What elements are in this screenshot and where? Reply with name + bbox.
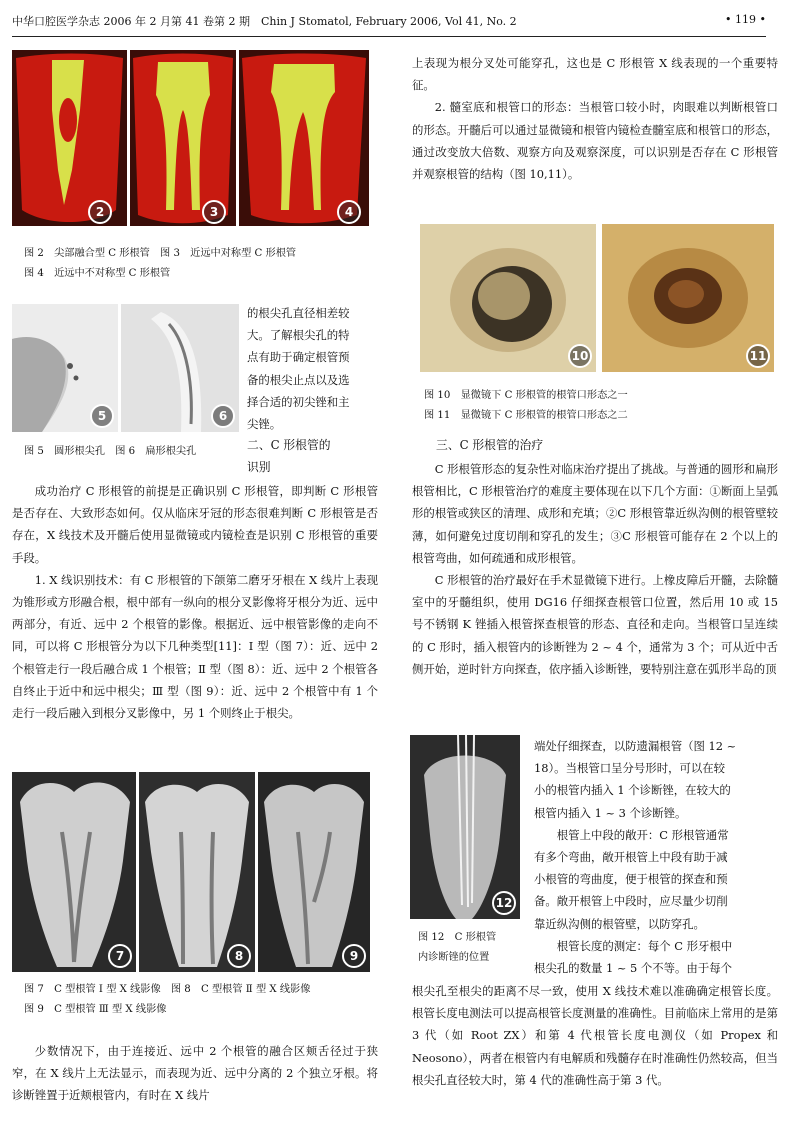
wrap-line: 择合适的初尖锉和主 xyxy=(247,394,350,409)
figure-5-micrograph xyxy=(12,304,118,432)
section-2-heading-line1: 二、C 形根管的 xyxy=(247,438,331,452)
right-body-lower xyxy=(412,980,778,1091)
figure-3-label: 3 xyxy=(202,200,226,224)
figure-9-label: 9 xyxy=(342,944,366,968)
wrap-text-fig12 xyxy=(534,735,774,979)
wrap-line: 根管内插入 1 ~ 3 个诊断锉。 xyxy=(534,805,687,820)
figure-10-label: 10 xyxy=(568,344,592,368)
caption-figure-12-line1: 图 12 C 形根管 xyxy=(418,932,497,943)
page-number: • 119 • xyxy=(725,13,766,26)
caption-figure-10: 图 10 显微镜下 C 形根管的根管口形态之一 xyxy=(424,390,628,401)
wrap-line: 小根管的弯曲度，便于根管的探查和预 xyxy=(534,872,728,887)
section-3-heading: 三、C 形根管的治疗 xyxy=(436,438,544,452)
right-body-upper xyxy=(412,52,778,185)
figure-8-radiograph xyxy=(139,772,255,972)
figure-8-label: 8 xyxy=(227,944,251,968)
figure-2-image xyxy=(12,50,127,226)
caption-figure-9: 图 9 C 型根管 Ⅲ 型 X 线影像 xyxy=(24,1004,167,1015)
left-body-lower xyxy=(12,1040,378,1107)
figure-12-radiograph xyxy=(410,735,520,919)
wrap-line: 的根尖孔直径相差较 xyxy=(247,306,350,320)
figure-4-label: 4 xyxy=(337,200,361,224)
wrap-line: 大。了解根尖孔的特 xyxy=(247,328,350,343)
section-2-heading-line2: 识别 xyxy=(247,460,271,474)
journal-header: 中华口腔医学杂志 2006 年 2 月第 41 卷第 2 期 Chin J Stomatol, February 2006, Vol 41, No. 2 xyxy=(12,15,517,28)
figure-7-radiograph xyxy=(12,772,136,972)
figure-2-3d-root xyxy=(12,50,127,226)
figure-5-label: 5 xyxy=(90,404,114,428)
figure-8-image xyxy=(139,772,255,972)
header-rule xyxy=(12,36,766,37)
wrap-line: 根管上中段的敞开：C 形根管通常 xyxy=(534,827,729,842)
paragraph-identification: 成功治疗 C 形根管的前提是正确识别 C 形根管，即判断 C 形根管是否存在、大致形态如何。仅从临床牙冠的形态很难判断 C 形根管是否存在，X 线技术及开髓后使用显微镜或内镜检查是识别 C 形根管的重要手段。 xyxy=(12,484,378,565)
paragraph-xray: 1. X 线识别技术：有 C 形根管的下颌第二磨牙牙根在 X 线片上表现为锥形或方形融合根，根中部有一纵向的根分叉影像将牙根分为近、远中两部分，有近、远中 2 个根管的影像。根据近、远中根管影像的走向不同，可以将 C 形根管分为以下几种类型[11]：Ⅰ 型（图 7）：近、远中 2 个根管走行一段后融合成 1 个根管；Ⅱ 型（图 8）：近、远中 2 个根管各自终止于近中和远中根尖；Ⅲ 型（图 9）：近、远中 2 个根管中有 1 个走行一段后融入到根分叉影像中，另 1 个则终止于根尖。 xyxy=(12,572,378,721)
paragraph-continued: 上表现为根分叉处可能穿孔，这也是 C 形根管 X 线表现的一个重要特征。 xyxy=(412,56,778,93)
wrap-line: 点有助于确定根管预 xyxy=(247,350,350,365)
wrap-line: 备的根尖止点以及选 xyxy=(247,372,350,387)
wrap-line: 备。敞开根管上中段时，应尽量少切削 xyxy=(534,894,728,909)
paragraph-treatment-challenges: C 形根管形态的复杂性对临床治疗提出了挑战。与普通的圆形和扁形根管相比，C 形根管治疗的难度主要体现在以下几个方面：①断面上呈弧形的根管或狭区的清理、成形和充填；②C 形根管靠近纵沟侧的根管壁较薄，如何避免过度切削和穿孔的发生；③C 形根管可能存在 2 个以上的根管弯曲，如何疏通和成形根管。 xyxy=(412,462,778,565)
caption-figure-7-8: 图 7 C 型根管 Ⅰ 型 X 线影像 图 8 C 型根管 Ⅱ 型 X 线影像 xyxy=(24,984,311,995)
figure-3-3d-root xyxy=(130,50,236,226)
figure-4-3d-root xyxy=(239,50,369,226)
wrap-line: 小的根管内插入 1 个诊断锉，在较大的 xyxy=(534,783,731,798)
wrap-line: 尖锉。 xyxy=(247,417,282,432)
wrap-text-fig5-6 xyxy=(247,302,382,435)
left-body-upper xyxy=(12,480,378,724)
caption-figure-12-line2: 内诊断锉的位置 xyxy=(418,952,490,963)
figure-2-label: 2 xyxy=(88,200,112,224)
figure-10-microscope xyxy=(420,224,596,372)
paragraph-narrow-isthmus: 少数情况下，由于连接近、远中 2 个根管的融合区颊舌径过于狭窄，在 X 线片上无法显示，而表现为近、远中分离的 2 个独立牙根。将诊断锉置于近颊根管内，有时在 X 线片 xyxy=(12,1044,378,1103)
caption-figure-4: 图 4 近远中不对称型 C 形根管 xyxy=(24,268,171,279)
figure-9-image xyxy=(258,772,370,972)
caption-figure-11: 图 11 显微镜下 C 形根管的根管口形态之二 xyxy=(424,410,628,421)
paragraph-treatment-procedure: C 形根管的治疗最好在手术显微镜下进行。上橡皮障后开髓，去除髓室中的牙髓组织，使用 DG16 仔细探查根管口位置，然后用 10 或 15 号不锈钢 K 锉插入根管探查根管的形态、直径和走向。当根管口呈连续的 C 形时，插入根管内的诊断锉为 2 ~ 4 个，通常为 3 个；可从近中舌侧开始，逆时针方向探查，依序插入诊断锉，要特别注意在弧形半岛的顶 xyxy=(412,573,778,676)
paragraph-canal-orifice: 2. 髓室底和根管口的形态：当根管口较小时，肉眼难以判断根管口的形态。开髓后可以通过显微镜和根管内镜检查髓室底和根管口的形态，通过改变放大倍数、观察方向及观察深度，可以识别是否存在 C 形根管并观察根管的结构（图 10,11）。 xyxy=(412,100,778,182)
figure-9-radiograph xyxy=(258,772,370,972)
wrap-line: 根管长度的测定：每个 C 形牙根中 xyxy=(534,938,733,953)
caption-figure-5-6: 图 5 圆形根尖孔 图 6 扁形根尖孔 xyxy=(24,446,197,457)
figure-7-image xyxy=(12,772,136,972)
wrap-line: 有多个弯曲，敞开根管上中段有助于减 xyxy=(534,850,728,865)
figure-12-label: 12 xyxy=(492,891,516,915)
wrap-line: 端处仔细探查，以防遗漏根管（图 12 ~ xyxy=(534,739,737,753)
paragraph-working-length: 根尖孔至根尖的距离不尽一致，使用 X 线技术难以准确确定根管长度。根管长度电测法可以提高根管长度测量的准确性。目前临床上常用的是第 3 代（如 Root ZX）和第 4 代根管长度电测仪（如 Propex 和 Neosono），两者在根管内有电解质和残髓存在时准确性仍然较高，但当根尖孔直径较大时，第 4 代的准确性高于第 3 代。 xyxy=(412,984,778,1087)
caption-figure-2-3: 图 2 尖部融合型 C 形根管 图 3 近远中对称型 C 形根管 xyxy=(24,248,297,259)
right-body-middle xyxy=(412,458,778,680)
figure-6-label: 6 xyxy=(211,404,235,428)
figure-3-image xyxy=(130,50,236,226)
wrap-line: 靠近纵沟侧的根管壁，以防穿孔。 xyxy=(534,916,705,931)
figure-11-microscope xyxy=(602,224,774,372)
figure-11-label: 11 xyxy=(746,344,770,368)
wrap-line: 根尖孔的数量 1 ~ 5 个不等。由于每个 xyxy=(534,961,732,976)
figure-6-micrograph xyxy=(121,304,239,432)
wrap-line: 18）。当根管口呈分号形时，可以在较 xyxy=(534,761,726,776)
figure-7-label: 7 xyxy=(108,944,132,968)
